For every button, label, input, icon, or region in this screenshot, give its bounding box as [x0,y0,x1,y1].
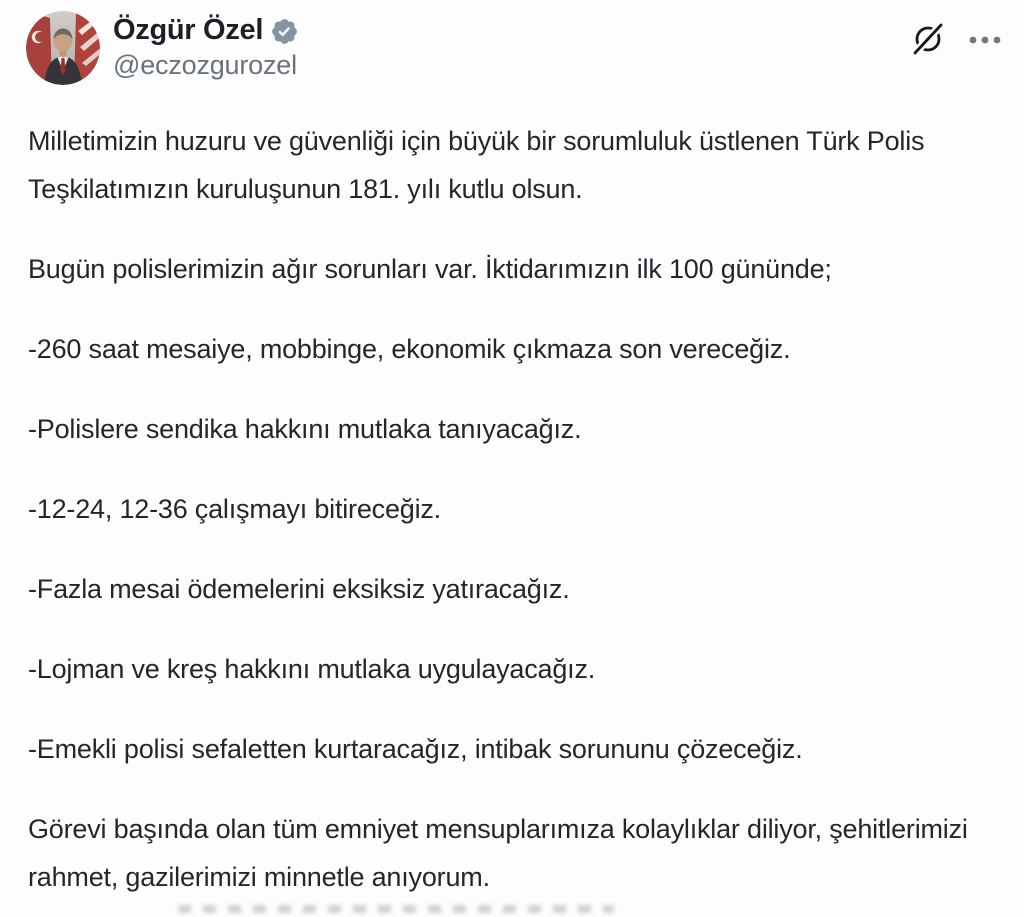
avatar-image [26,11,100,85]
grok-icon[interactable] [910,20,946,60]
tweet-paragraph: Bugün polislerimizin ağır sorunları var. İktidarımızın ilk 100 gününde; [28,254,832,284]
user-handle[interactable]: @eczozgurozel [113,50,297,81]
avatar[interactable] [26,11,100,85]
cropped-next-line-artifact [178,905,614,913]
tweet-header [0,0,1024,87]
verified-badge-icon [270,17,299,46]
tweet-paragraph: Görevi başında olan tüm emniyet mensuplarımıza kolaylıklar diliyor, şehitlerimizi rahmet, gazilerimizi minnetle anıyorum. [28,814,968,892]
display-name[interactable]: Özgür Özel [113,14,264,46]
tweet-paragraph: -260 saat mesaiye, mobbinge, ekonomik çıkmaza son vereceğiz. [28,334,791,364]
tweet-paragraph: Milletimizin huzuru ve güvenliği için büyük bir sorumluluk üstlenen Türk Polis Teşkilatımızın kuruluşunun 181. yılı kutlu olsun. [28,126,925,204]
tweet-paragraph: -Emekli polisi sefaletten kurtaracağız, intibak sorununu çözeceğiz. [28,734,803,764]
name-row [113,14,299,47]
tweet-paragraph: -12-24, 12-36 çalışmayı bitireceğiz. [28,494,441,524]
tweet-paragraph: -Fazla mesai ödemelerini eksiksiz yatıracağız. [28,574,570,604]
more-button[interactable] [968,20,1002,60]
tweet-text [28,117,996,901]
author-names [113,11,299,81]
header-actions [910,11,1002,60]
tweet-paragraph: -Lojman ve kreş hakkını mutlaka uygulayacağız. [28,654,596,684]
tweet-paragraph: -Polislere sendika hakkını mutlaka tanıyacağız. [28,414,582,444]
